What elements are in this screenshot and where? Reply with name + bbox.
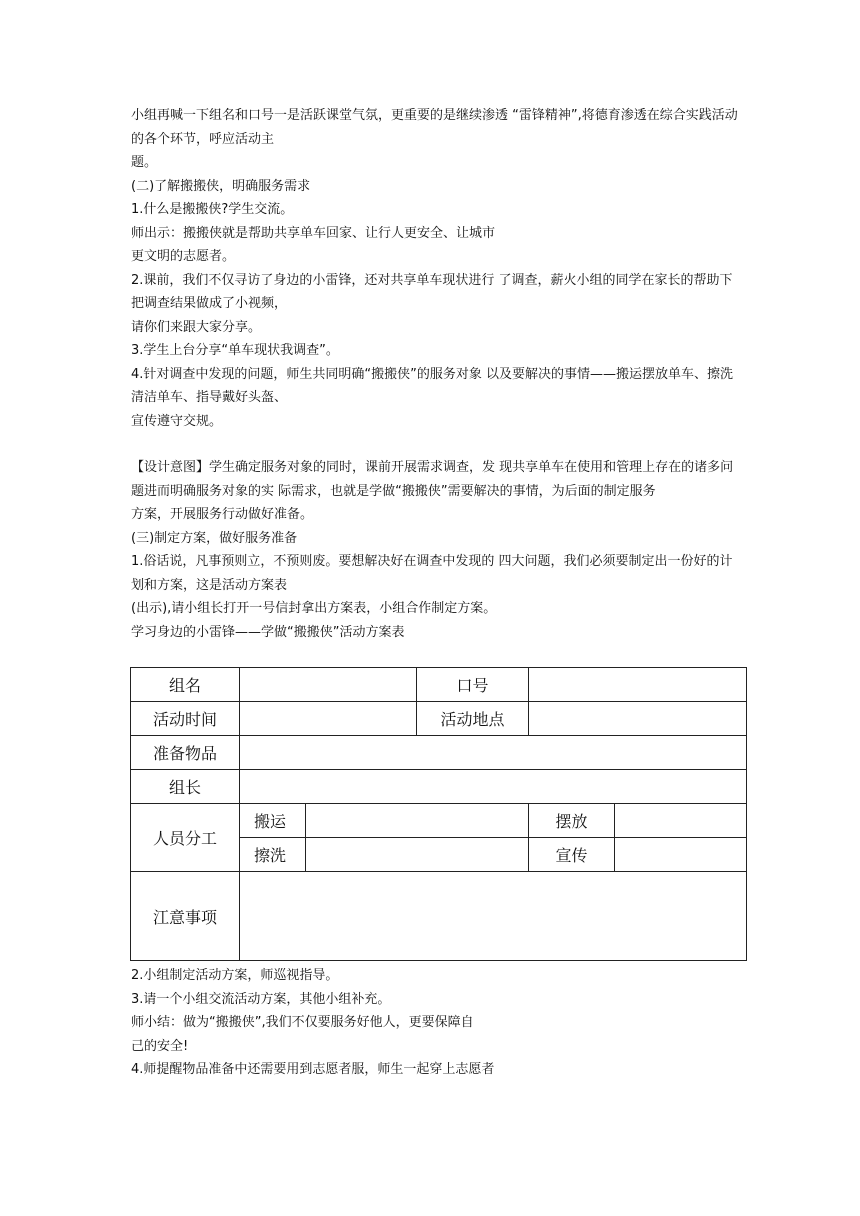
table-row xyxy=(131,702,747,736)
section-heading: (二)了解搬搬侠，明确服务需求 xyxy=(131,178,311,194)
paragraph: 3.请一个小组交流活动方案，其他小组补充。 xyxy=(131,991,391,1007)
table-row xyxy=(131,872,747,961)
place-label: 摆放 xyxy=(529,804,615,838)
materials-label: 准备物品 xyxy=(131,736,240,770)
table-caption: 学习身边的小雷锋——学做“搬搬侠”活动方案表 xyxy=(131,624,405,640)
blank-line xyxy=(131,433,741,456)
paragraph: 宣传遵守交规。 xyxy=(131,413,223,429)
paragraph: 4.师提醒物品准备中还需要用到志愿者服，师生一起穿上志愿者 xyxy=(131,1062,495,1077)
table-row xyxy=(131,668,747,702)
paragraph: 3.学生上台分享“单车现状我调查”。 xyxy=(131,343,339,358)
activity-place-label: 活动地点 xyxy=(417,702,529,736)
leader-label: 组长 xyxy=(131,770,240,804)
paragraph: 4.针对调查中发现的问题，师生共同明确“搬搬侠”的服务对象 以及要解决的事情——搬运摆放单车、擦洗清洁单车、指导戴好头盔、 xyxy=(131,366,734,405)
wash-label: 擦洗 xyxy=(240,838,306,872)
paragraph: 师小结：做为“搬搬侠”,我们不仅要服务好他人，更要保障自 xyxy=(131,1015,474,1030)
paragraph: 请你们来跟大家分享。 xyxy=(131,319,262,335)
paragraph: (出示),请小组长打开一号信封拿出方案表，小组合作制定方案。 xyxy=(131,601,497,616)
document-body xyxy=(131,104,741,644)
paragraph: 己的安全! xyxy=(131,1038,189,1054)
place-cell[interactable] xyxy=(615,804,747,838)
paragraph: 更文明的志愿者。 xyxy=(131,249,236,264)
paragraph: 小组再喊一下组名和口号一是活跃课堂气氛，更重要的是继续渗透 “雷锋精神”,将德育渗透在综合实践活动的各个环节，呼应活动主 xyxy=(131,108,738,147)
roles-label: 人员分工 xyxy=(131,804,240,872)
paragraph: 师出示：搬搬侠就是帮助共享单车回家、让行人更安全、让城市 xyxy=(131,225,496,241)
paragraph: 2.课前，我们不仅寻访了身边的小雷锋，还对共享单车现状进行 了调查，薪火小组的同学在家长的帮助下把调查结果做成了小视频， xyxy=(131,272,733,311)
activity-plan-table xyxy=(130,667,747,961)
activity-time-label: 活动时间 xyxy=(131,702,240,736)
table-row xyxy=(131,770,747,804)
slogan-label: 口号 xyxy=(417,668,529,702)
paragraph: 方案，开展服务行动做好准备。 xyxy=(131,507,314,522)
activity-time-cell[interactable] xyxy=(240,702,417,736)
table-row xyxy=(131,804,747,838)
notes-label: 江意事项 xyxy=(131,872,240,961)
design-intent-paragraph: 【设计意图】学生确定服务对象的同时，课前开展需求调查，发 现共享单车在使用和管理上存在的诸多问题进而明确服务对象的实 际需求，也就是学做“搬搬侠”需要解决的事情，为后面的制定服务 xyxy=(131,460,734,499)
slogan-cell[interactable] xyxy=(529,668,747,702)
promote-cell[interactable] xyxy=(615,838,747,872)
section-heading: (三)制定方案，做好服务准备 xyxy=(131,530,298,546)
paragraph: 题。 xyxy=(131,155,158,170)
activity-place-cell[interactable] xyxy=(529,702,747,736)
table-row xyxy=(131,736,747,770)
carry-cell[interactable] xyxy=(306,804,529,838)
wash-cell[interactable] xyxy=(306,838,529,872)
paragraph: 2.小组制定活动方案，师巡视指导。 xyxy=(131,968,339,983)
group-name-label: 组名 xyxy=(131,668,240,702)
materials-cell[interactable] xyxy=(240,736,747,770)
group-name-cell[interactable] xyxy=(240,668,417,702)
document-body-continued xyxy=(131,964,741,1082)
notes-cell[interactable] xyxy=(240,872,747,961)
carry-label: 搬运 xyxy=(240,804,306,838)
paragraph: 1.俗话说，凡事预则立，不预则废。要想解决好在调查中发现的 四大问题，我们必须要制定出一份好的计划和方案，这是活动方案表 xyxy=(131,554,733,593)
promote-label: 宣传 xyxy=(529,838,615,872)
paragraph: 1.什么是搬搬侠?学生交流。 xyxy=(131,202,294,217)
leader-cell[interactable] xyxy=(240,770,747,804)
